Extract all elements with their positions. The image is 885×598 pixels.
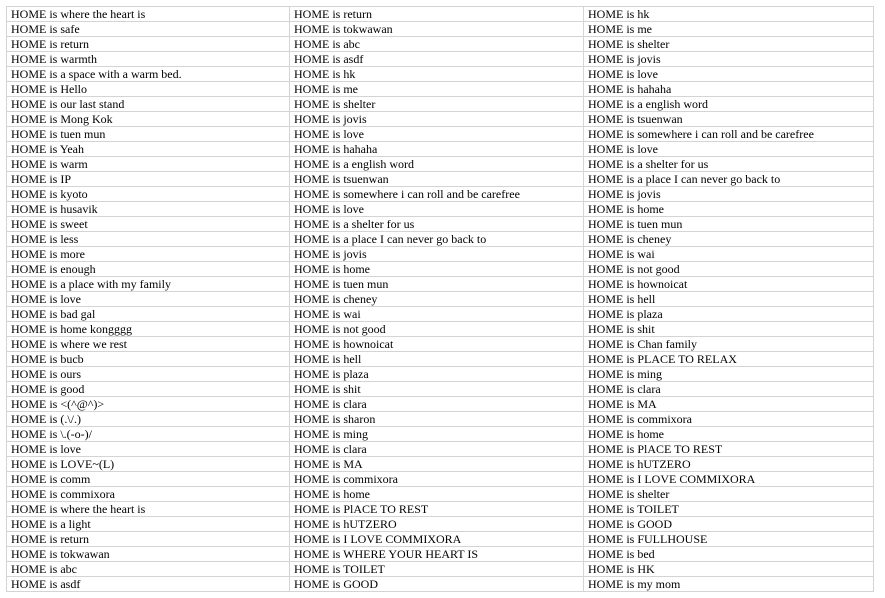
table-cell: HOME is love: [584, 67, 874, 82]
table-cell: HOME is tsuenwan: [584, 112, 874, 127]
table-cell: HOME is hahaha: [290, 142, 584, 157]
table-cell: HOME is home: [290, 262, 584, 277]
table-cell: HOME is love: [290, 127, 584, 142]
table-cell: HOME is shelter: [290, 97, 584, 112]
table-row: [7, 532, 874, 547]
table-cell: HOME is tokwawan: [290, 22, 584, 37]
table-cell: HOME is less: [7, 232, 290, 247]
table-cell: HOME is where the heart is: [7, 7, 290, 22]
table-cell: HOME is Hello: [7, 82, 290, 97]
table-cell: HOME is <(^@^)>: [7, 397, 290, 412]
table-cell: HOME is more: [7, 247, 290, 262]
table-row: [7, 547, 874, 562]
table-cell: HOME is LOVE~(L): [7, 457, 290, 472]
table-cell: HOME is hUTZERO: [290, 517, 584, 532]
table-cell: HOME is cheney: [290, 292, 584, 307]
table-cell: HOME is bed: [584, 547, 874, 562]
table-row: [7, 112, 874, 127]
table-cell: HOME is abc: [290, 37, 584, 52]
table-cell: HOME is safe: [7, 22, 290, 37]
table-cell: HOME is jovis: [290, 112, 584, 127]
table-cell: HOME is tuen mun: [7, 127, 290, 142]
table-row: [7, 562, 874, 577]
table-row: [7, 97, 874, 112]
table-cell: HOME is hownoicat: [584, 277, 874, 292]
table-row: [7, 52, 874, 67]
table-cell: HOME is jovis: [584, 187, 874, 202]
table-cell: HOME is hell: [584, 292, 874, 307]
home-entries-table: [6, 6, 874, 592]
table-cell: HOME is kyoto: [7, 187, 290, 202]
table-row: [7, 262, 874, 277]
table-cell: HOME is jovis: [290, 247, 584, 262]
table-cell: HOME is asdf: [290, 52, 584, 67]
table-cell: HOME is not good: [290, 322, 584, 337]
table-cell: HOME is a shelter for us: [584, 157, 874, 172]
table-cell: HOME is (.\/.): [7, 412, 290, 427]
table-cell: HOME is comm: [7, 472, 290, 487]
table-cell: HOME is not good: [584, 262, 874, 277]
table-cell: HOME is ming: [584, 367, 874, 382]
table-row: [7, 442, 874, 457]
table-cell: HOME is clara: [290, 442, 584, 457]
table-row: [7, 37, 874, 52]
table-cell: HOME is husavik: [7, 202, 290, 217]
table-cell: HOME is a english word: [584, 97, 874, 112]
table-cell: HOME is abc: [7, 562, 290, 577]
table-cell: HOME is shit: [290, 382, 584, 397]
table-cell: HOME is return: [7, 37, 290, 52]
table-cell: HOME is HK: [584, 562, 874, 577]
table-cell: HOME is warm: [7, 157, 290, 172]
table-cell: HOME is PlACE TO REST: [584, 442, 874, 457]
table-cell: HOME is a place I can never go back to: [584, 172, 874, 187]
table-cell: HOME is tuen mun: [290, 277, 584, 292]
table-cell: HOME is bucb: [7, 352, 290, 367]
table-row: [7, 412, 874, 427]
table-cell: HOME is FULLHOUSE: [584, 532, 874, 547]
table-row: [7, 367, 874, 382]
table-cell: HOME is clara: [584, 382, 874, 397]
table-row: [7, 427, 874, 442]
table-cell: HOME is tuen mun: [584, 217, 874, 232]
table-row: [7, 397, 874, 412]
table-cell: HOME is me: [584, 22, 874, 37]
table-row: [7, 502, 874, 517]
table-cell: HOME is my mom: [584, 577, 874, 592]
table-cell: HOME is somewhere i can roll and be carefree: [290, 187, 584, 202]
table-cell: HOME is sharon: [290, 412, 584, 427]
table-row: [7, 382, 874, 397]
table-body: [7, 7, 874, 592]
table-row: [7, 247, 874, 262]
table-row: [7, 67, 874, 82]
table-cell: HOME is a place I can never go back to: [290, 232, 584, 247]
table-cell: HOME is ours: [7, 367, 290, 382]
table-cell: HOME is our last stand: [7, 97, 290, 112]
table-cell: HOME is cheney: [584, 232, 874, 247]
table-cell: HOME is PLACE TO RELAX: [584, 352, 874, 367]
table-row: [7, 22, 874, 37]
table-row: [7, 7, 874, 22]
table-cell: HOME is Chan family: [584, 337, 874, 352]
table-row: [7, 352, 874, 367]
table-cell: HOME is a space with a warm bed.: [7, 67, 290, 82]
table-cell: HOME is IP: [7, 172, 290, 187]
table-cell: HOME is love: [584, 142, 874, 157]
table-cell: HOME is PlACE TO REST: [290, 502, 584, 517]
table-cell: HOME is hUTZERO: [584, 457, 874, 472]
table-cell: HOME is me: [290, 82, 584, 97]
table-cell: HOME is GOOD: [290, 577, 584, 592]
table-cell: HOME is a english word: [290, 157, 584, 172]
table-cell: HOME is hahaha: [584, 82, 874, 97]
table-row: [7, 457, 874, 472]
table-row: [7, 82, 874, 97]
table-cell: HOME is home: [290, 487, 584, 502]
table-cell: HOME is love: [290, 202, 584, 217]
table-cell: HOME is where the heart is: [7, 502, 290, 517]
table-cell: HOME is where we rest: [7, 337, 290, 352]
table-row: [7, 187, 874, 202]
table-row: [7, 322, 874, 337]
table-row: [7, 127, 874, 142]
table-cell: HOME is commixora: [584, 412, 874, 427]
table-cell: HOME is hownoicat: [290, 337, 584, 352]
table-cell: HOME is home kongggg: [7, 322, 290, 337]
table-cell: HOME is home: [584, 202, 874, 217]
table-cell: HOME is hell: [290, 352, 584, 367]
table-row: [7, 487, 874, 502]
table-cell: HOME is commixora: [290, 472, 584, 487]
table-cell: HOME is MA: [584, 397, 874, 412]
table-cell: HOME is hk: [584, 7, 874, 22]
table-cell: HOME is shelter: [584, 487, 874, 502]
table-row: [7, 292, 874, 307]
table-cell: HOME is a light: [7, 517, 290, 532]
table-cell: HOME is I LOVE COMMIXORA: [584, 472, 874, 487]
table-row: [7, 307, 874, 322]
table-cell: HOME is clara: [290, 397, 584, 412]
table-cell: HOME is TOILET: [290, 562, 584, 577]
table-row: [7, 472, 874, 487]
table-cell: HOME is love: [7, 292, 290, 307]
table-cell: HOME is Yeah: [7, 142, 290, 157]
table-cell: HOME is \.(-o-)/: [7, 427, 290, 442]
table-row: [7, 157, 874, 172]
table-cell: HOME is plaza: [584, 307, 874, 322]
table-row: [7, 277, 874, 292]
table-cell: HOME is good: [7, 382, 290, 397]
table-cell: HOME is home: [584, 427, 874, 442]
table-cell: HOME is sweet: [7, 217, 290, 232]
table-cell: HOME is ming: [290, 427, 584, 442]
table-cell: HOME is tokwawan: [7, 547, 290, 562]
table-cell: HOME is a shelter for us: [290, 217, 584, 232]
table-cell: HOME is GOOD: [584, 517, 874, 532]
table-row: [7, 172, 874, 187]
table-row: [7, 337, 874, 352]
table-cell: HOME is WHERE YOUR HEART IS: [290, 547, 584, 562]
table-cell: HOME is return: [290, 7, 584, 22]
table-cell: HOME is commixora: [7, 487, 290, 502]
table-cell: HOME is somewhere i can roll and be carefree: [584, 127, 874, 142]
table-row: [7, 217, 874, 232]
table-cell: HOME is TOILET: [584, 502, 874, 517]
table-cell: HOME is love: [7, 442, 290, 457]
table-cell: HOME is enough: [7, 262, 290, 277]
table-row: [7, 232, 874, 247]
table-cell: HOME is asdf: [7, 577, 290, 592]
table-cell: HOME is wai: [584, 247, 874, 262]
table-cell: HOME is tsuenwan: [290, 172, 584, 187]
table-cell: HOME is shit: [584, 322, 874, 337]
table-cell: HOME is Mong Kok: [7, 112, 290, 127]
table-row: [7, 142, 874, 157]
table-cell: HOME is plaza: [290, 367, 584, 382]
table-cell: HOME is bad gal: [7, 307, 290, 322]
table-cell: HOME is I LOVE COMMIXORA: [290, 532, 584, 547]
table-cell: HOME is MA: [290, 457, 584, 472]
table-row: [7, 517, 874, 532]
table-cell: HOME is shelter: [584, 37, 874, 52]
table-cell: HOME is jovis: [584, 52, 874, 67]
table-cell: HOME is hk: [290, 67, 584, 82]
table-row: [7, 577, 874, 592]
table-cell: HOME is warmth: [7, 52, 290, 67]
table-cell: HOME is return: [7, 532, 290, 547]
table-cell: HOME is wai: [290, 307, 584, 322]
table-row: [7, 202, 874, 217]
table-cell: HOME is a place with my family: [7, 277, 290, 292]
